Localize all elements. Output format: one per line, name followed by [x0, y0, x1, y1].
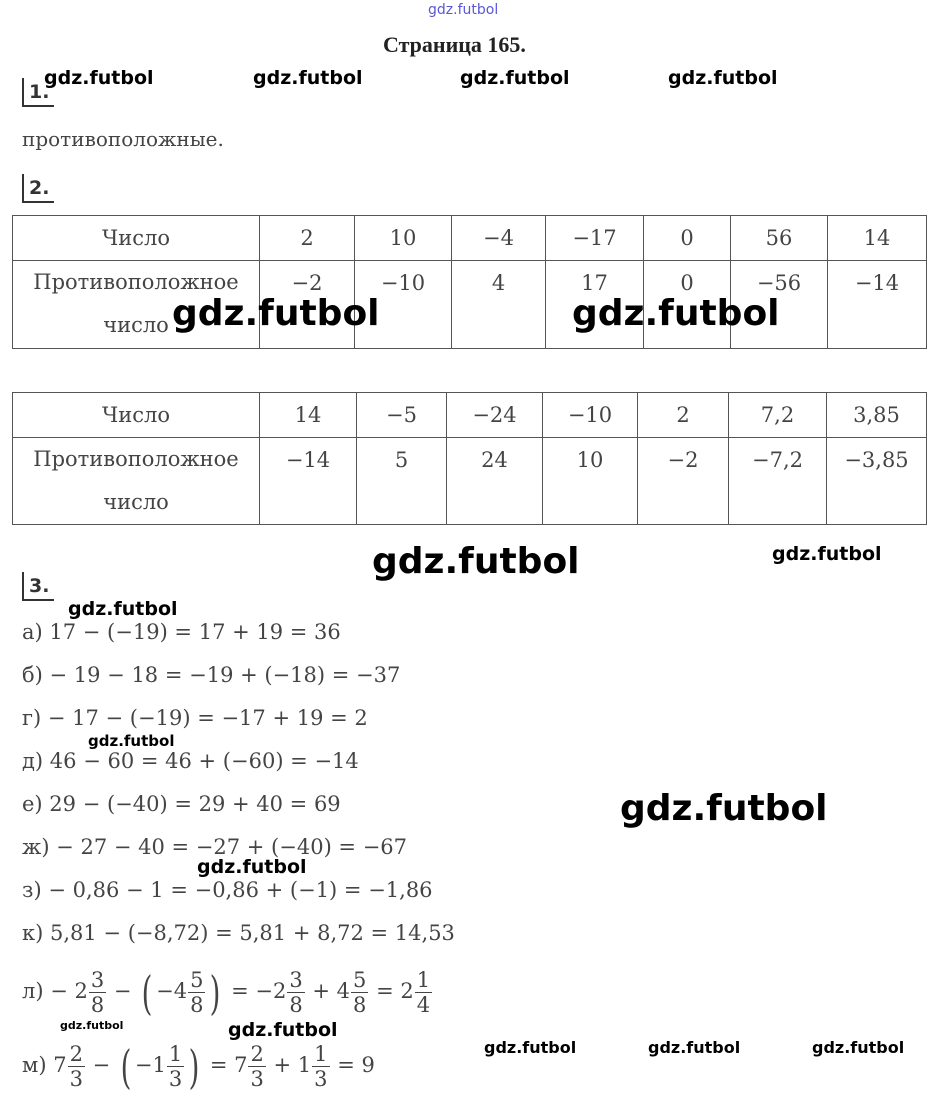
table-cell: −14 — [828, 261, 927, 349]
denominator: 8 — [289, 993, 303, 1017]
row-label — [13, 438, 260, 525]
equation-b: б) − 19 − 18 = −19 + (−18) = −37 — [22, 663, 401, 687]
text-part: = 7 — [203, 1053, 248, 1077]
task-number-2: 2. — [22, 174, 54, 203]
text-part: л) − 2 — [22, 979, 88, 1003]
equation-d: д) 46 − 60 = 46 + (−60) = −14 — [22, 749, 359, 773]
watermark: gdz.futbol — [772, 543, 882, 565]
equation-g: г) − 17 − (−19) = −17 + 19 = 2 — [22, 706, 368, 730]
equation-zh: ж) − 27 − 40 = −27 + (−40) = −67 — [22, 835, 408, 859]
denominator: 3 — [314, 1067, 328, 1091]
text-part: + 4 — [305, 979, 351, 1003]
task-number-1: 1. — [22, 78, 54, 107]
table-cell: −10 — [355, 261, 452, 349]
table-cell: −10 — [543, 393, 638, 438]
watermark: gdz.futbol — [460, 67, 570, 89]
row-label-line: Противоположное — [33, 270, 239, 294]
equation-e: е) 29 − (−40) = 29 + 40 = 69 — [22, 792, 341, 816]
text-part: = −2 — [224, 979, 287, 1003]
table-cell: 2 — [260, 216, 355, 261]
table-row — [13, 261, 927, 349]
numerator: 2 — [69, 1042, 83, 1066]
numerator: 3 — [90, 968, 105, 992]
equation-a: а) 17 − (−19) = 17 + 19 = 36 — [22, 620, 341, 644]
right-paren: ) — [188, 1039, 200, 1094]
fraction — [287, 968, 304, 1017]
denominator: 3 — [69, 1067, 83, 1091]
fraction — [188, 968, 205, 1017]
page-title: Страница 165. — [383, 32, 526, 57]
denominator: 8 — [90, 993, 105, 1017]
numerator: 3 — [289, 968, 303, 992]
table-cell: −3,85 — [827, 438, 927, 525]
row-label-line: число — [103, 313, 169, 337]
fraction — [89, 968, 106, 1017]
watermark: gdz.futbol — [648, 1038, 741, 1057]
table-cell: 7,2 — [729, 393, 827, 438]
watermark: gdz.futbol — [60, 1019, 124, 1032]
fraction — [248, 1042, 265, 1091]
watermark: gdz.futbol — [620, 788, 828, 829]
watermark: gdz.futbol — [44, 67, 154, 89]
table-cell: −4 — [452, 216, 546, 261]
row-label-line: Противоположное — [33, 447, 239, 471]
watermark: gdz.futbol — [812, 1038, 905, 1057]
denominator: 4 — [416, 993, 431, 1017]
table-cell: −14 — [260, 438, 357, 525]
table-row — [13, 393, 927, 438]
text-part: − — [85, 1053, 117, 1077]
table-cell: 2 — [638, 393, 729, 438]
denominator: 3 — [168, 1067, 183, 1091]
fraction — [351, 968, 368, 1017]
numerator: 2 — [250, 1042, 264, 1066]
row-label: Число — [13, 393, 260, 438]
watermark: gdz.futbol — [197, 856, 307, 878]
fraction — [167, 1042, 184, 1091]
text-part: − — [107, 979, 139, 1003]
table-cell: 17 — [546, 261, 644, 349]
denominator: 8 — [353, 993, 367, 1017]
table-cell: 5 — [357, 438, 447, 525]
watermark: gdz.futbol — [88, 732, 175, 750]
opposites-table-2 — [12, 392, 927, 525]
table-cell: 10 — [355, 216, 452, 261]
text-part: = 2 — [369, 979, 414, 1003]
opposites-table-1 — [12, 215, 927, 349]
watermark: gdz.futbol — [228, 1019, 338, 1041]
table-cell: 14 — [260, 393, 357, 438]
fraction — [68, 1042, 85, 1091]
numerator: 1 — [314, 1042, 328, 1066]
watermark-top: gdz.futbol — [428, 2, 499, 18]
table-cell: 10 — [543, 438, 638, 525]
numerator: 1 — [416, 968, 431, 992]
task-number-3: 3. — [22, 572, 54, 601]
numerator: 5 — [353, 968, 367, 992]
row-label: Число — [13, 216, 260, 261]
watermark: gdz.futbol — [572, 293, 780, 334]
table-cell: −5 — [357, 393, 447, 438]
text-part: = 9 — [330, 1053, 375, 1077]
row-label-line: число — [103, 490, 169, 514]
watermark: gdz.futbol — [253, 67, 363, 89]
equation-z: з) − 0,86 − 1 = −0,86 + (−1) = −1,86 — [22, 878, 433, 902]
text-part: −1 — [134, 1053, 166, 1077]
table-cell: 3,85 — [827, 393, 927, 438]
table-cell: 14 — [828, 216, 927, 261]
text-part: −4 — [156, 979, 188, 1003]
text-part: + 1 — [266, 1053, 312, 1077]
watermark: gdz.futbol — [484, 1038, 577, 1057]
left-paren: ( — [141, 965, 153, 1020]
numerator: 5 — [190, 968, 204, 992]
table-cell: −2 — [638, 438, 729, 525]
table-cell: −24 — [447, 393, 543, 438]
text-part: м) 7 — [22, 1053, 67, 1077]
watermark: gdz.futbol — [372, 541, 580, 582]
fraction — [312, 1042, 329, 1091]
table-cell: 0 — [644, 216, 731, 261]
table-row — [13, 216, 927, 261]
fraction — [415, 968, 432, 1017]
equation-m — [22, 1039, 375, 1094]
table-row — [13, 438, 927, 525]
denominator: 8 — [190, 993, 204, 1017]
left-paren: ( — [120, 1039, 132, 1094]
table-cell: −7,2 — [729, 438, 827, 525]
equation-l — [22, 965, 433, 1020]
table-cell: 0 — [644, 261, 731, 349]
table-cell: 56 — [731, 216, 828, 261]
watermark: gdz.futbol — [172, 293, 380, 334]
table-cell: 24 — [447, 438, 543, 525]
table-cell: −2 — [260, 261, 355, 349]
table-cell: −17 — [546, 216, 644, 261]
watermark: gdz.futbol — [668, 67, 778, 89]
denominator: 3 — [250, 1067, 264, 1091]
watermark: gdz.futbol — [68, 598, 178, 620]
table-cell: −56 — [731, 261, 828, 349]
numerator: 1 — [168, 1042, 183, 1066]
table-cell: 4 — [452, 261, 546, 349]
task1-answer: противоположные. — [22, 127, 224, 151]
right-paren: ) — [210, 965, 221, 1020]
equation-k: к) 5,81 − (−8,72) = 5,81 + 8,72 = 14,53 — [22, 921, 455, 945]
